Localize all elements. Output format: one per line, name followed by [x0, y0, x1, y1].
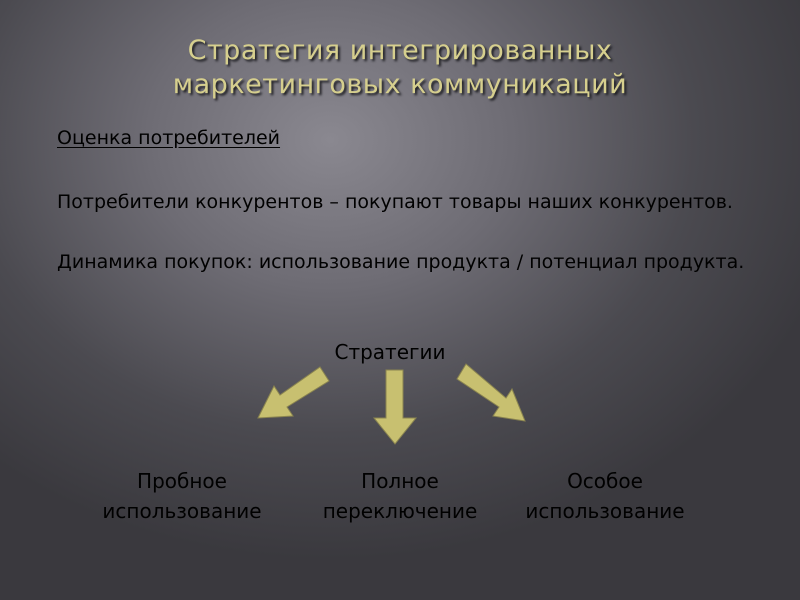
paragraph-competitor-consumers: Потребители конкурентов – покупают товары наших конкурентов.: [57, 191, 733, 213]
strategy-right-line-1: Особое: [567, 469, 643, 493]
strategy-left-line-2: использование: [102, 499, 262, 523]
slide-title-line-1: Стратегия интегрированных: [187, 35, 613, 66]
arrow-left-icon: [258, 367, 329, 418]
paragraph-purchase-dynamics: Динамика покупок: использование продукта / потенциал продукта.: [57, 251, 745, 273]
strategy-middle-line-2: переключение: [322, 499, 478, 523]
arrow-down-icon: [374, 370, 416, 444]
strategy-trial-use: [82, 466, 282, 526]
arrow-right-icon: [457, 364, 525, 421]
strategy-full-switch: [300, 466, 500, 526]
strategies-label: Стратегии: [334, 340, 446, 364]
strategy-special-use: [500, 466, 710, 526]
strategy-right-line-2: использование: [525, 499, 685, 523]
strategy-middle-line-1: Полное: [361, 469, 439, 493]
slide-title-line-2: маркетинговых коммуникаций: [172, 69, 628, 100]
strategy-left-line-1: Пробное: [137, 469, 227, 493]
section-heading: Оценка потребителей: [57, 127, 281, 149]
